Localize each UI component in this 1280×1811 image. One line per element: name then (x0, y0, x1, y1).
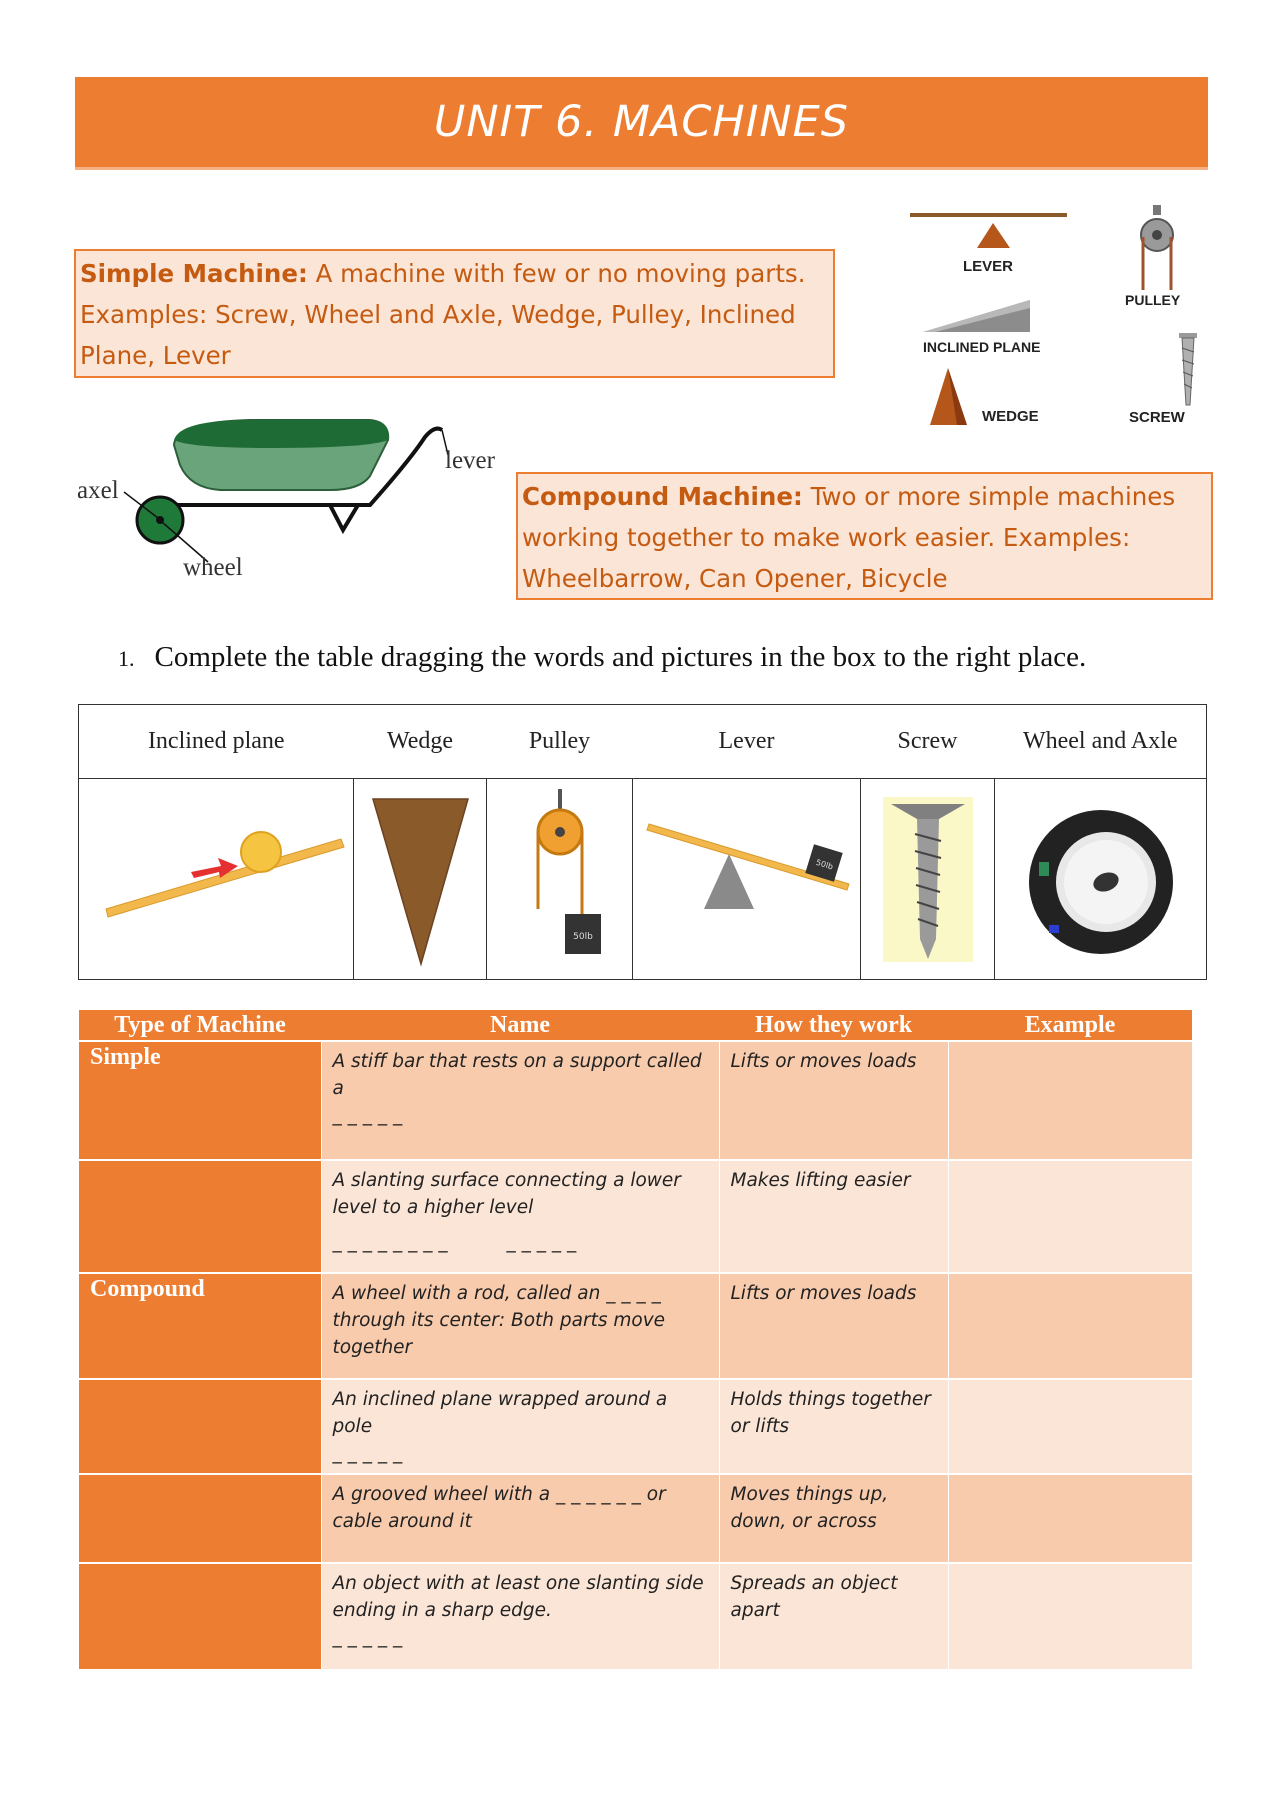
wheel-and-axle-picture[interactable] (1021, 797, 1181, 962)
word-cell[interactable] (995, 705, 1207, 779)
picture-cell[interactable] (861, 779, 995, 980)
word-inclined-plane[interactable]: Inclined plane (147, 728, 285, 754)
picture-cell[interactable] (633, 779, 861, 980)
wheel-label: wheel (183, 554, 243, 581)
type-cell: Compound (79, 1273, 321, 1379)
how-cell: Moves things up, down, or across (719, 1474, 948, 1563)
svg-text:50lb: 50lb (572, 932, 593, 942)
word-wedge[interactable]: Wedge (386, 728, 454, 754)
inclined-plane-label: INCLINED PLANE (923, 339, 1041, 355)
wedge-label: WEDGE (982, 408, 1039, 425)
name-cell[interactable]: An inclined plane wrapped around a pole _ _ _ _ _ (321, 1379, 719, 1474)
header-type: Type of Machine (79, 1010, 321, 1041)
instruction-number: 1. (118, 646, 135, 671)
how-cell: Holds things together or lifts (719, 1379, 948, 1474)
wheelbarrow-figure (70, 410, 510, 585)
lever-picture[interactable] (639, 804, 854, 954)
pulley-picture[interactable] (505, 784, 615, 974)
how-cell: Makes lifting easier (719, 1160, 948, 1273)
name-cell[interactable]: An object with at least one slanting side ending in a sharp edge. _ _ _ _ _ (321, 1563, 719, 1669)
compound-machine-definition (516, 472, 1213, 600)
how-cell: Lifts or moves loads (719, 1041, 948, 1160)
table-row (79, 1474, 1192, 1563)
example-cell[interactable] (948, 1160, 1192, 1273)
simple-machine-definition (74, 249, 835, 378)
type-cell (79, 1563, 321, 1669)
title-banner (75, 77, 1208, 170)
word-wheel-and-axle[interactable]: Wheel and Axle (1022, 728, 1178, 754)
example-cell[interactable] (948, 1041, 1192, 1160)
header-example: Example (948, 1010, 1192, 1041)
simple-machine-text: A machine with few or no moving parts. Examples: Screw, Wheel and Axle, Wedge, Pulley, Inclined Plane, Lever (80, 259, 806, 370)
wedge-picture[interactable] (365, 784, 475, 974)
word-cell[interactable] (79, 705, 354, 779)
pulley-label: PULLEY (1125, 292, 1181, 308)
simple-machine-term: Simple Machine: (80, 259, 308, 288)
svg-text:50lb: 50lb (814, 857, 835, 872)
example-cell[interactable] (948, 1379, 1192, 1474)
word-cell[interactable] (861, 705, 995, 779)
header-name: Name (321, 1010, 719, 1041)
lever-callout-label: lever (445, 447, 495, 474)
inclined-plane-picture[interactable] (86, 814, 346, 944)
table-header-row (79, 1010, 1192, 1041)
name-cell[interactable]: A stiff bar that rests on a support called a _ _ _ _ _ (321, 1041, 719, 1160)
name-cell[interactable]: A wheel with a rod, called an _ _ _ _ through its center: Both parts move together (321, 1273, 719, 1379)
picture-cell[interactable] (79, 779, 354, 980)
header-how: How they work (719, 1010, 948, 1041)
screw-label: SCREW (1129, 409, 1185, 426)
machines-table (79, 1010, 1192, 1669)
ball-icon (241, 832, 281, 872)
table-row (79, 1273, 1192, 1379)
word-cell[interactable] (487, 705, 633, 779)
word-cell[interactable] (354, 705, 487, 779)
screw-shape (1182, 338, 1194, 405)
type-cell: Simple (79, 1041, 321, 1160)
compound-machine-text: Two or more simple machines working together to make work easier. Examples: Wheelbarrow, Can Opener, Bicycle (522, 482, 1176, 593)
table-row (79, 1160, 1192, 1273)
picture-cell[interactable] (995, 779, 1207, 980)
wheelbarrow-leg (330, 505, 358, 530)
word-pulley[interactable]: Pulley (528, 728, 591, 754)
lever-bar (910, 213, 1067, 217)
example-cell[interactable] (948, 1563, 1192, 1669)
word-cell[interactable] (633, 705, 861, 779)
table-row (79, 1379, 1192, 1474)
screw-picture[interactable] (873, 789, 983, 969)
compound-machine-term: Compound Machine: (522, 482, 803, 511)
type-cell (79, 1474, 321, 1563)
word-screw[interactable]: Screw (897, 728, 958, 754)
lever-fulcrum (977, 223, 1010, 248)
name-cell[interactable]: A grooved wheel with a _ _ _ _ _ _ or cable around it (321, 1474, 719, 1563)
picture-cell[interactable] (354, 779, 487, 980)
how-cell: Spreads an object apart (719, 1563, 948, 1669)
example-cell[interactable] (948, 1474, 1192, 1563)
picture-cell[interactable] (487, 779, 633, 980)
example-cell[interactable] (948, 1273, 1192, 1379)
lever-label: LEVER (963, 258, 1014, 275)
table-row (79, 1041, 1192, 1160)
word-lever[interactable]: Lever (718, 728, 775, 754)
name-cell[interactable]: A slanting surface connecting a lower level to a higher level _ _ _ _ _ _ _ _ _ _ _ _ _ (321, 1160, 719, 1273)
type-cell (79, 1160, 321, 1273)
instruction-text: Complete the table dragging the words and pictures in the box to the right place. (154, 641, 1087, 673)
simple-machines-figure (895, 205, 1215, 430)
type-cell (79, 1379, 321, 1474)
axel-label: axel (77, 477, 119, 504)
how-cell: Lifts or moves loads (719, 1273, 948, 1379)
fulcrum-icon (704, 854, 754, 909)
picture-table (78, 704, 1207, 980)
table-row (79, 1563, 1192, 1669)
instruction (118, 641, 1086, 674)
page-title: UNIT 6. MACHINES (433, 97, 850, 147)
